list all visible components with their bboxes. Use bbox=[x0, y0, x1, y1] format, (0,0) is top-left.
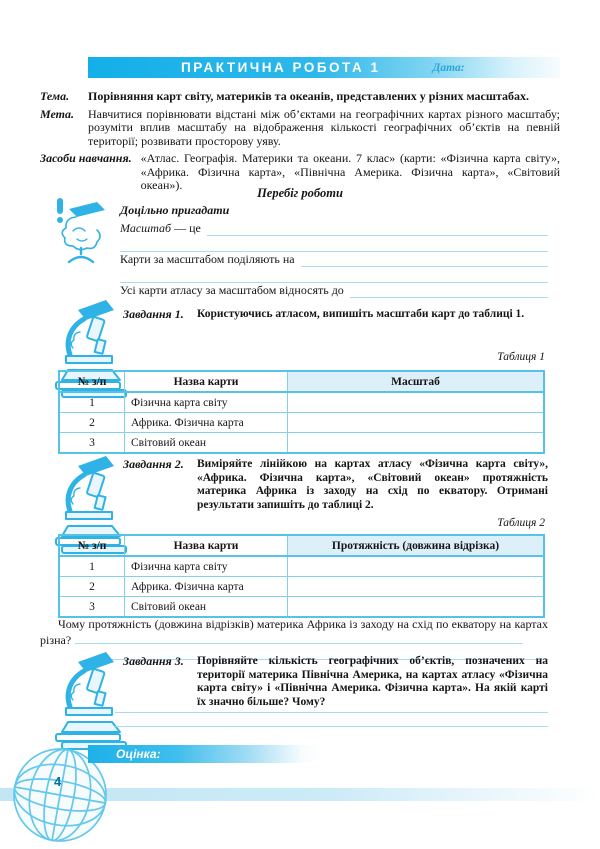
table-2-caption: Таблиця 2 bbox=[497, 517, 545, 529]
col-mapname-header: Назва карти bbox=[125, 371, 288, 392]
answer-line[interactable] bbox=[75, 632, 523, 644]
answer-cell[interactable] bbox=[288, 392, 545, 413]
col-number-header: № з/п bbox=[59, 535, 125, 556]
row-number-cell: 3 bbox=[59, 597, 125, 618]
meta-section bbox=[40, 90, 560, 197]
recall-item-atlas-text: Усі карти атласу за масштабом відносять до bbox=[120, 283, 344, 297]
table-2-header-row bbox=[59, 535, 544, 556]
map-name-cell: Фізична карта світу bbox=[125, 556, 288, 577]
table-row bbox=[59, 597, 544, 618]
recall-section bbox=[120, 203, 548, 298]
goal-text: Навчитися порівнювати відстані між об’єктами на географічних картах різного масштабу; розуміти вплив масштабу на відображення кількості географічних об’єктів на певній території; розвивати просторову уяву. bbox=[88, 106, 560, 148]
answer-line[interactable] bbox=[207, 222, 548, 236]
recall-heading: Доцільно пригадати bbox=[120, 203, 230, 217]
table-row bbox=[59, 577, 544, 597]
task-3-text: Порівняйте кількість географічних об’єктів, позначених на території материка Північна Америка, на картах атласу «Фізична карта світу» і «Північна Америка. Фізична карта». На якій карті їх значно більше? Чому? bbox=[197, 655, 548, 708]
question-2-text: Чому протяжність (довжина відрізків) материка Африка із заходу на схід по екватору на картах різна? bbox=[40, 617, 548, 647]
col-number-header: № з/п bbox=[59, 371, 125, 392]
row-number-cell: 1 bbox=[59, 556, 125, 577]
tools-text: «Атлас. Географія. Материки та океани. 7 клас» (карти: «Фізична карта світу», «Африка. Фізична карта», «Північна Америка. Фізична карта», «Світовий океан»). bbox=[140, 151, 560, 192]
goal-row bbox=[40, 108, 560, 149]
page-number: 4 bbox=[54, 774, 62, 789]
answer-line[interactable] bbox=[120, 267, 548, 283]
table-row bbox=[59, 413, 544, 433]
map-name-cell: Світовий океан bbox=[125, 433, 288, 454]
answer-cell[interactable] bbox=[288, 433, 545, 454]
col-mapname-header: Назва карти bbox=[125, 535, 288, 556]
date-label: Дата: bbox=[432, 61, 465, 74]
answer-cell[interactable] bbox=[288, 577, 545, 597]
answer-line[interactable] bbox=[115, 700, 548, 713]
answer-line[interactable] bbox=[301, 253, 548, 267]
task-2-text: Виміряйте лінійкою на картах атласу «Фізична карта світу», «Африка. Фізична карта», «Світовий океан» протяжність материка Африка із заходу на схід по екватору. Отримані результати запишіть до таблиці 2. bbox=[197, 458, 548, 511]
table-1 bbox=[58, 370, 545, 454]
task-2 bbox=[123, 458, 548, 512]
map-name-cell: Фізична карта світу bbox=[125, 392, 288, 413]
recall-item-atlas bbox=[120, 283, 548, 298]
grade-label: Оцінка: bbox=[116, 747, 161, 761]
grade-banner[interactable] bbox=[88, 745, 320, 763]
recall-term-rest: — це bbox=[174, 221, 201, 235]
map-name-cell: Світовий океан bbox=[125, 597, 288, 618]
recall-item-scale bbox=[120, 221, 548, 236]
topic-text: Порівняння карт світу, материків та океанів, представлених у різних масштабах. bbox=[88, 89, 530, 103]
table-1-caption: Таблиця 1 bbox=[497, 351, 545, 363]
table-row bbox=[59, 433, 544, 454]
answer-line[interactable] bbox=[350, 284, 548, 298]
topic-row bbox=[40, 90, 560, 104]
map-name-cell: Африка. Фізична карта bbox=[125, 577, 288, 597]
student-thinking-icon bbox=[54, 196, 108, 271]
answer-line[interactable] bbox=[115, 714, 548, 727]
table-1-header-row bbox=[59, 371, 544, 392]
col-scale-header: Масштаб bbox=[288, 371, 545, 392]
row-number-cell: 3 bbox=[59, 433, 125, 454]
recall-term: Масштаб bbox=[120, 221, 172, 235]
goal-label: Мета. bbox=[40, 106, 75, 121]
topic-label: Тема. bbox=[40, 89, 70, 103]
task-1-text: Користуючись атласом, випишіть масштаби карт до таблиці 1. bbox=[197, 308, 525, 320]
table-row bbox=[59, 556, 544, 577]
col-extent-header: Протяжність (довжина відрізка) bbox=[288, 535, 545, 556]
task-1-label: Завдання 1. bbox=[123, 307, 184, 321]
tools-label: Засоби навчання. bbox=[40, 151, 132, 165]
row-number-cell: 2 bbox=[59, 577, 125, 597]
answer-line[interactable] bbox=[120, 236, 548, 252]
task-3-label: Завдання 3. bbox=[123, 654, 184, 668]
work-progress-heading: Перебіг роботи bbox=[257, 186, 343, 200]
task-2-label: Завдання 2. bbox=[123, 457, 184, 471]
table-row bbox=[59, 392, 544, 413]
answer-cell[interactable] bbox=[288, 556, 545, 577]
recall-item-division bbox=[120, 252, 548, 267]
task-1 bbox=[123, 308, 548, 322]
answer-cell[interactable] bbox=[288, 413, 545, 433]
page-title: ПРАКТИЧНА РОБОТА 1 bbox=[181, 60, 381, 75]
answer-cell[interactable] bbox=[288, 597, 545, 618]
table-2 bbox=[58, 534, 545, 618]
map-name-cell: Африка. Фізична карта bbox=[125, 413, 288, 433]
row-number-cell: 1 bbox=[59, 392, 125, 413]
row-number-cell: 2 bbox=[59, 413, 125, 433]
title-banner bbox=[88, 57, 560, 78]
recall-item-division-text: Карти за масштабом поділяють на bbox=[120, 252, 295, 266]
